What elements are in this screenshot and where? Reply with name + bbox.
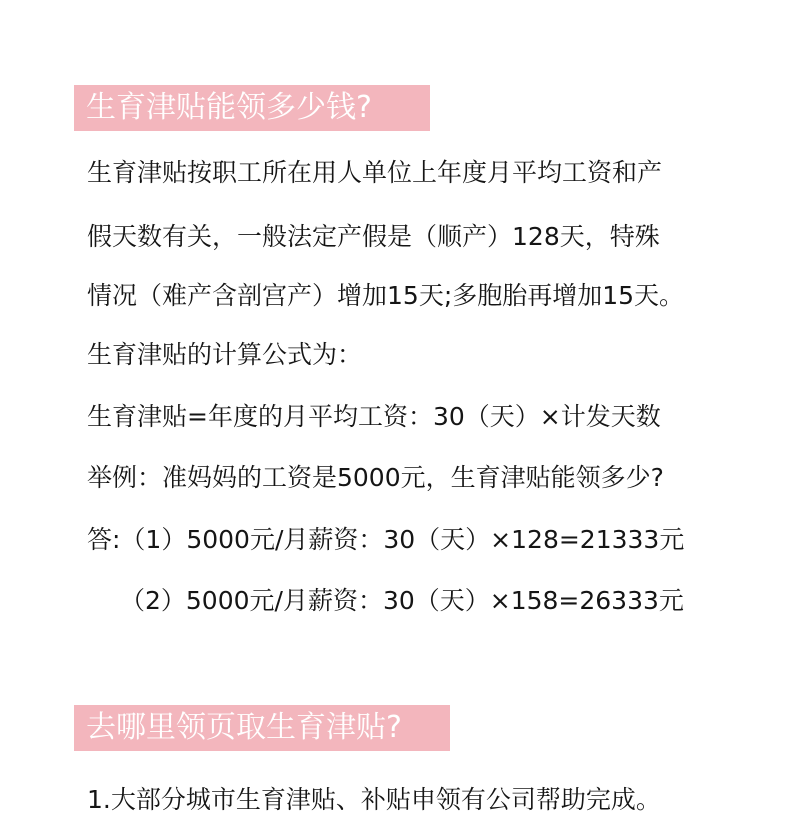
paragraph-line: 情况（难产含剖宫产）增加15天;多胞胎再增加15天。 (87, 281, 685, 310)
formula-intro-line: 生育津贴的计算公式为： (87, 340, 363, 369)
section-heading-where: 去哪里领页取生育津贴? (74, 705, 450, 751)
formula-line: 生育津贴=年度的月平均工资：30（天）×计发天数 (87, 402, 661, 431)
answer-line-1: 答:（1）5000元/月薪资：30（天）×128=21333元 (87, 525, 685, 554)
answer-line-2: （2）5000元/月薪资：30（天）×158=26333元 (120, 586, 684, 615)
paragraph-line: 假天数有关，一般法定产假是（顺产）128天，特殊 (87, 222, 660, 251)
example-question-line: 举例：准妈妈的工资是5000元，生育津贴能领多少? (87, 463, 664, 492)
paragraph-line: 生育津贴按职工所在用人单位上年度月平均工资和产 (87, 158, 663, 187)
section-heading-amount: 生育津贴能领多少钱? (74, 85, 430, 131)
list-item: 1.大部分城市生育津贴、补贴申领有公司帮助完成。 (87, 785, 661, 814)
